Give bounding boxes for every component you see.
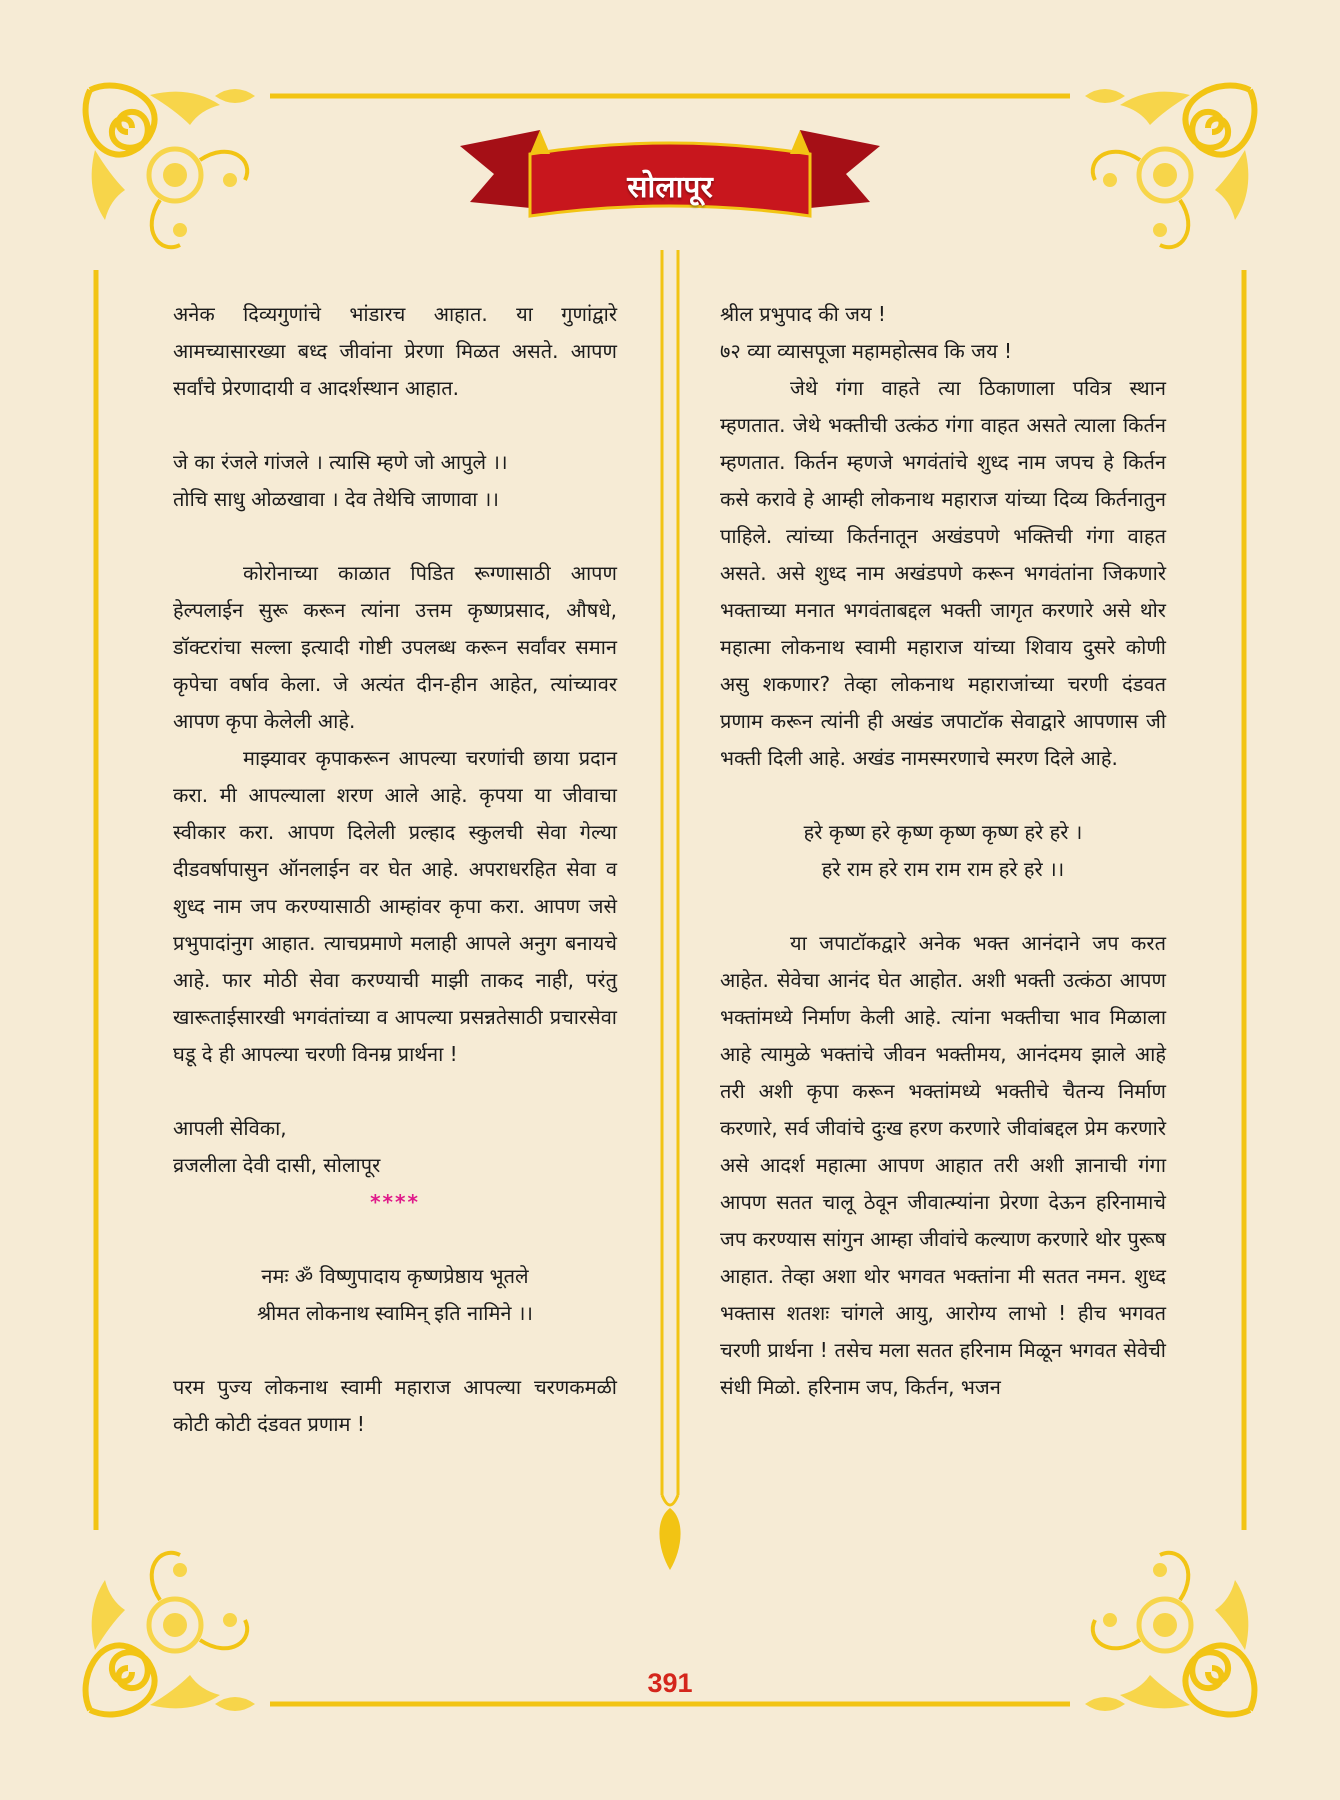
separator-stars: **** [370,1190,420,1214]
hare-krishna-mantra-line-1: हरे कृष्ण हरे कृष्ण कृष्ण कृष्ण हरे हरे । [803,820,1083,844]
right-column [720,296,1166,1406]
hare-krishna-mantra-line-2: हरे राम हरे राम राम राम हरे हरे ।। [821,857,1065,881]
mantra-line-1: नमः ॐ विष्णुपादाय कृष्णप्रेष्ठाय भूतले [261,1264,529,1288]
mantra-line-2: श्रीमत लोकनाथ स्वामिन् इति नामिने ।। [256,1301,534,1325]
left-column [173,296,617,1443]
right-paragraph-2: या जपाटॉकद्वारे अनेक भक्त आनंदाने जप करत आहेत. सेवेचा आनंद घेत आहोत. अशी भक्ती उत्कंठा आपण भक्तांमध्ये निर्माण केली आहे. त्यांना भक्तीचा भाव मिळाला आहे त्यामुळे भक्तांचे जीवन भक्तीमय, आनंदमय झाले आहे तरी अशी कृपा करून भक्तांमध्ये भक्तीचे चैतन्य निर्माण करणारे, सर्व जीवांचे दुःख हरण करणारे जीवांबद्दल प्रेम करणारे असे आदर्श महात्मा आपण आहात तरी अशी ज्ञानाची गंगा आपण सतत चालू ठेवून जीवात्म्यांना प्रेरणा देऊन हरिनामाचे जप करण्यास सांगुन आम्हा जीवांचे कल्याण करणारे थोर पुरूष आहात. तेव्हा अशा थोर भगवत भक्तांना मी सतत नमन. शुध्द भक्तास शतशः चांगले आयु, आरोग्य लाभो ! हीच भगवत चरणी प्रार्थना ! तसेच मला सतत हरिनाम मिळून भगवत सेवेची संधी मिळो. हरिनाम जप, किर्तन, भजन [720,931,1166,1399]
page-number: 391 [647,1668,693,1698]
signature-line-1: आपली सेविका, [173,1116,287,1140]
verse-line-1: जे का रंजले गांजले । त्यासि म्हणे जो आपुले ।। [173,450,508,474]
left-paragraph-4: परम पुज्य लोकनाथ स्वामी महाराज आपल्या चरणकमळी कोटी कोटी दंडवत प्रणाम ! [173,1375,617,1436]
right-paragraph-1: जेथे गंगा वाहते त्या ठिकाणाला पवित्र स्थान म्हणतात. जेथे भक्तीची उत्कंठ गंगा वाहत असते त्याला किर्तन म्हणतात. किर्तन म्हणजे भगवंतांचे शुध्द नाम जपच हे किर्तन कसे करावे हे आम्ही लोकनाथ महाराज यांच्या दिव्य किर्तनातुन पाहिले. त्यांच्या किर्तनातून अखंडपणे भक्तिची गंगा वाहत असते. असे शुध्द नाम अखंडपणे करून भगवंतांना जिकणारे भक्ताच्या मनात भगवंताबद्दल भक्ती जागृत करणारे असे थोर महात्मा लोकनाथ स्वामी महाराज यांच्या शिवाय दुसरे कोणी असु शकणार? तेव्हा लोकनाथ महाराजांच्या चरणी दंडवत प्रणाम करून त्यांनी ही अखंड जपाटॉक सेवाद्वारे आपणास जी भक्ती दिली आहे. अखंड नामस्मरणाचे स्मरण दिले आहे. [720,376,1166,770]
left-paragraph-1: अनेक दिव्यगुणांचे भांडारच आहात. या गुणांद्वारे आमच्यासारख्या बध्द जीवांना प्रेरणा मिळत असते. आपण सर्वांचे प्रेरणादायी व आदर्शस्थान आहात. [173,302,617,400]
signature-line-2: व्रजलीला देवी दासी, सोलापूर [173,1153,381,1177]
right-line-1: श्रील प्रभुपाद की जय ! [720,302,886,326]
left-paragraph-3: माझ्यावर कृपाकरून आपल्या चरणांची छाया प्रदान करा. मी आपल्याला शरण आले आहे. कृपया या जीवाचा स्वीकार करा. आपण दिलेली प्रल्हाद स्कुलची सेवा गेल्या दीडवर्षापासुन ऑनलाईन वर घेत आहे. अपराधरहित सेवा व शुध्द नाम जप करण्यासाठी आम्हांवर कृपा करा. आपण जसे प्रभुपादांनुग आहात. त्याचप्रमाणे मलाही आपले अनुग बनायचे आहे. फार मोठी सेवा करण्याची माझी ताकद नाही, परंतु खारूताईसारखी भगवंतांच्या व आपल्या प्रसन्नतेसाठी प्रचारसेवा घडू दे ही आपल्या चरणी विनम्र प्रार्थना ! [173,746,617,1066]
right-line-2: ७२ व्या व्यासपूजा महामहोत्सव कि जय ! [720,339,1012,363]
column-divider [640,250,700,1600]
verse-line-2: तोचि साधु ओळखावा । देव तेथेचि जाणावा ।। [173,487,499,511]
left-paragraph-2: कोरोनाच्या काळात पिडित रूग्णासाठी आपण हेल्पलाईन सुरू करून त्यांना उत्तम कृष्णप्रसाद, औषधे, डॉक्टरांचा सल्ला इत्यादी गोष्टी उपलब्ध करून सर्वांवर समान कृपेचा वर्षाव केला. जे अत्यंत दीन-हीन आहेत, त्यांच्यावर आपण कृपा केलेली आहे. [173,561,617,733]
page-title: सोलापूर [627,170,713,205]
